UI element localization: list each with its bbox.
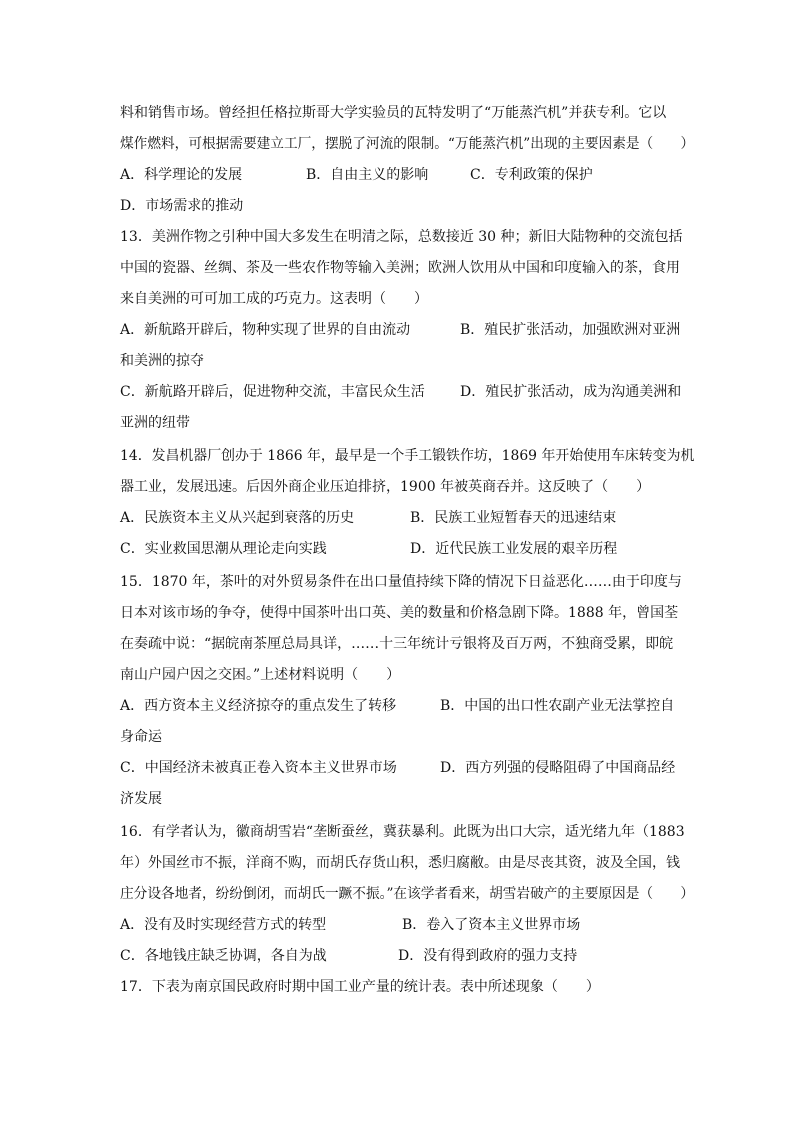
q14-option-d: D．近代民族工业发展的艰辛历程 — [410, 541, 618, 557]
q16-option-c: C．各地钱庄缺乏协调，各自为战 — [120, 948, 327, 964]
q16-option-d: D．没有得到政府的强力支持 — [398, 948, 578, 964]
q12-stem-line-1: 料和销售市场。曾经担任格拉斯哥大学实验员的瓦特发明了“万能蒸汽机”并获专利。它以 — [120, 105, 667, 121]
q15-option-c: C．中国经济未被真正卷入资本主义世界市场 — [120, 760, 397, 776]
q15-stem-line-1: 15．1870 年，茶叶的对外贸易条件在出口量值持续下降的情况下日益恶化……由于印度与 — [120, 574, 682, 590]
q16-stem-line-3: 庄分设各地者，纷纷倒闭，而胡氏一蹶不振。”在该学者看来，胡雪岩破产的主要原因是（ ） — [120, 886, 695, 902]
q14-option-a: A．民族资本主义从兴起到衰落的历史 — [120, 510, 355, 526]
q14-option-c: C．实业救国思潮从理论走向实践 — [120, 541, 327, 557]
q13-option-a: A．新航路开辟后，物种实现了世界的自由流动 — [120, 322, 411, 338]
q14-option-b: B．民族工业短暂春天的迅速结束 — [410, 510, 617, 526]
q13-option-b: B．殖民扩张活动，加强欧洲对亚洲 — [460, 322, 681, 338]
q17-stem-line-1: 17．下表为南京国民政府时期中国工业产量的统计表。表中所述现象（ ） — [120, 979, 600, 995]
q14-stem-line-1: 14．发昌机器厂创办于 1866 年，最早是一个手工锻铁作坊，1869 年开始使用车床转变为机 — [120, 448, 695, 464]
q12-option-b: B．自由主义的影响 — [306, 167, 429, 183]
q16-option-a: A．没有及时实现经营方式的转型 — [120, 917, 327, 933]
q13-stem-line-1: 13．美洲作物之引种中国大多发生在明清之际，总数接近 30 种；新旧大陆物种的交流包括 — [120, 229, 683, 245]
q15-option-d-cont: 济发展 — [120, 791, 162, 807]
q12-option-d: D．市场需求的推动 — [120, 198, 244, 214]
q12-option-a: A．科学理论的发展 — [120, 167, 243, 183]
q13-option-d-cont: 亚洲的纽带 — [120, 415, 190, 431]
q13-option-c: C．新航路开辟后，促进物种交流，丰富民众生活 — [120, 384, 425, 400]
q12-option-c: C．专利政策的保护 — [470, 167, 593, 183]
q12-stem-line-2: 煤作燃料，可根据需要建立工厂，摆脱了河流的限制。“万能蒸汽机”出现的主要因素是（ ） — [120, 136, 695, 152]
q15-option-b: B．中国的出口性农副产业无法掌控自 — [440, 698, 675, 714]
q15-stem-line-3: 在奏疏中说：“据皖南茶厘总局具详，……十三年统计亏银将及百万两，不独商受累，即皖 — [120, 636, 674, 652]
q15-stem-line-4: 南山户园户因之交困。”上述材料说明（ ） — [120, 667, 401, 683]
q14-stem-line-2: 器工业，发展迅速。后因外商企业压迫排挤，1900 年被英商吞并。这反映了（ ） — [120, 479, 651, 495]
q16-option-b: B．卷入了资本主义世界市场 — [402, 917, 581, 933]
q13-stem-line-3: 来自美洲的可可加工成的巧克力。这表明（ ） — [120, 291, 428, 307]
q15-option-a: A．西方资本主义经济掠夺的重点发生了转移 — [120, 698, 397, 714]
q16-stem-line-1: 16．有学者认为，徽商胡雪岩“垄断蚕丝，冀获暴利。此既为出口大宗，适光绪九年（1883 — [120, 824, 685, 840]
q16-stem-line-2: 年）外国丝市不振，洋商不购，而胡氏存货山积，悉归腐敝。由是尽丧其资，波及全国，钱 — [120, 855, 680, 871]
q15-stem-line-2: 日本对该市场的争夺，使得中国茶叶出口英、美的数量和价格急剧下降。1888 年，曾国荃 — [120, 605, 679, 621]
q15-option-b-cont: 身命运 — [120, 729, 162, 745]
q13-option-d: D．殖民扩张活动，成为沟通美洲和 — [460, 384, 682, 400]
q13-option-b-cont: 和美洲的掠夺 — [120, 353, 204, 369]
q13-stem-line-2: 中国的瓷器、丝绸、茶及一些农作物等输入美洲；欧洲人饮用从中国和印度输入的茶，食用 — [120, 260, 680, 276]
q15-option-d: D．西方列强的侵略阻碍了中国商品经 — [440, 760, 676, 776]
